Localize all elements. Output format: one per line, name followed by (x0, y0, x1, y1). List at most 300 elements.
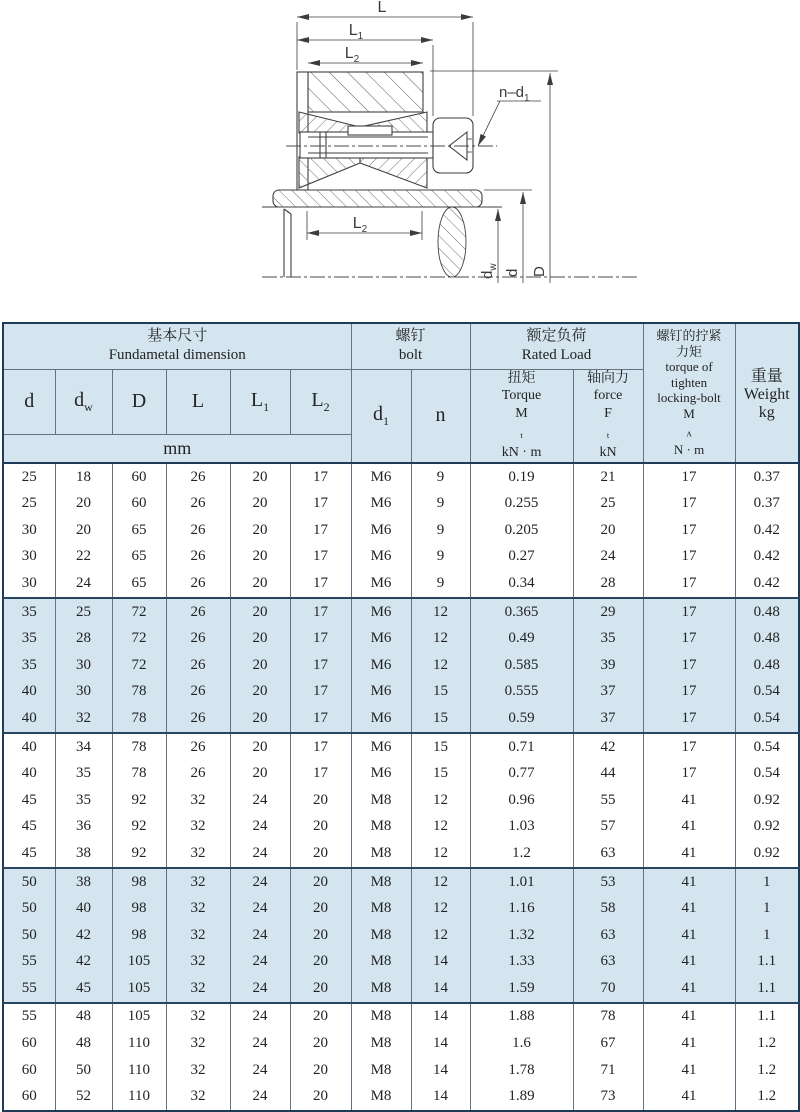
table-cell: 17 (643, 760, 735, 787)
table-cell: 78 (112, 733, 166, 761)
table-cell: 38 (55, 868, 112, 896)
table-cell: 14 (411, 1030, 470, 1057)
table-cell: 70 (573, 975, 643, 1003)
table-cell: 0.54 (735, 760, 799, 787)
table-cell: 48 (55, 1030, 112, 1057)
table-row (3, 1030, 799, 1057)
table-cell: 14 (411, 1083, 470, 1111)
label-L2-lower: $L_2$ (352, 215, 368, 235)
table-cell: 32 (166, 1030, 230, 1057)
header-bolt-zh: 螺钉 (395, 328, 426, 345)
table-cell: M8 (351, 1030, 411, 1057)
table-cell: 38 (55, 840, 112, 868)
table-cell: 26 (166, 490, 230, 517)
table-row (3, 948, 799, 975)
table-cell: 57 (573, 814, 643, 841)
label-L2: $L_2$ (344, 45, 360, 65)
table-cell: 26 (166, 733, 230, 761)
table-row (3, 517, 799, 544)
table-cell: 26 (166, 544, 230, 571)
table-row (3, 1083, 799, 1111)
table-cell: 24 (230, 1057, 290, 1084)
table-cell: 1.59 (470, 975, 573, 1003)
table-row (3, 814, 799, 841)
table-cell: 0.19 (470, 463, 573, 491)
table-cell: 29 (573, 598, 643, 626)
table-cell: 26 (166, 570, 230, 598)
table-row (3, 544, 799, 571)
table-cell: 12 (411, 868, 470, 896)
table-cell: 1.2 (735, 1083, 799, 1111)
header-rated-zh: 额定负荷 (526, 328, 587, 345)
header-ma-symbol: M $_A$ (683, 405, 695, 439)
table-cell: 20 (290, 975, 351, 1003)
table-cell: 0.96 (470, 787, 573, 814)
table-cell: 32 (166, 1003, 230, 1031)
table-cell: 1.6 (470, 1030, 573, 1057)
table-cell: M8 (351, 948, 411, 975)
table-cell: 0.365 (470, 598, 573, 626)
table-cell: 15 (411, 679, 470, 706)
table-cell: 92 (112, 840, 166, 868)
table-cell: 0.54 (735, 705, 799, 733)
table-cell: 24 (230, 895, 290, 922)
table-row (3, 787, 799, 814)
table-cell: 0.34 (470, 570, 573, 598)
table-cell: 32 (166, 1083, 230, 1111)
table-cell: 1.78 (470, 1057, 573, 1084)
table-row (3, 652, 799, 679)
table-cell: M8 (351, 814, 411, 841)
table-cell: 50 (55, 1057, 112, 1084)
table-cell: 12 (411, 922, 470, 949)
table-cell: 105 (112, 948, 166, 975)
table-cell: 41 (643, 840, 735, 868)
table-cell: 50 (3, 922, 55, 949)
table-cell: 0.37 (735, 463, 799, 491)
table-cell: 14 (411, 948, 470, 975)
table-cell: 20 (290, 868, 351, 896)
header-ma-en3: locking-bolt (657, 390, 721, 406)
col-force-unit: kN (599, 445, 617, 461)
table-cell: 32 (166, 895, 230, 922)
table-cell: 0.92 (735, 814, 799, 841)
table-row (3, 975, 799, 1003)
table-cell: 12 (411, 787, 470, 814)
table-cell: 26 (166, 760, 230, 787)
table-cell: 18 (55, 463, 112, 491)
table-cell: 35 (573, 625, 643, 652)
table-cell: 24 (230, 975, 290, 1003)
table-cell: 0.585 (470, 652, 573, 679)
table-cell: 24 (55, 570, 112, 598)
table-cell: M6 (351, 652, 411, 679)
header-weight-zh: 重量 (750, 368, 783, 386)
table-cell: 72 (112, 652, 166, 679)
col-torque-symbol: M $_t$ (515, 405, 528, 440)
table-cell: 20 (573, 517, 643, 544)
table-cell: 17 (643, 544, 735, 571)
table-cell: 1.1 (735, 975, 799, 1003)
table-cell: 0.49 (470, 625, 573, 652)
table-cell: 17 (643, 517, 735, 544)
table-cell: 9 (411, 463, 470, 491)
table-cell: 110 (112, 1057, 166, 1084)
table-cell: M6 (351, 544, 411, 571)
table-cell: 1.89 (470, 1083, 573, 1111)
table-cell: 17 (290, 652, 351, 679)
table-cell: 35 (3, 652, 55, 679)
table-cell: 24 (573, 544, 643, 571)
table-cell: 32 (166, 840, 230, 868)
table-cell: 17 (290, 463, 351, 491)
table-row (3, 868, 799, 896)
table-cell: 20 (290, 1057, 351, 1084)
table-cell: 20 (290, 840, 351, 868)
table-cell: 110 (112, 1083, 166, 1111)
table-cell: 41 (643, 922, 735, 949)
table-cell: 20 (290, 787, 351, 814)
table-row (3, 895, 799, 922)
table-cell: 52 (55, 1083, 112, 1111)
table-cell: 60 (3, 1057, 55, 1084)
table-cell: 37 (573, 705, 643, 733)
table-cell: 42 (573, 733, 643, 761)
table-cell: 12 (411, 598, 470, 626)
header-weight (735, 323, 799, 463)
table-cell: 73 (573, 1083, 643, 1111)
table-cell: 0.42 (735, 544, 799, 571)
col-L2: $L_2$ (290, 369, 351, 434)
table-cell: 0.205 (470, 517, 573, 544)
table-cell: M6 (351, 598, 411, 626)
table-cell: 63 (573, 948, 643, 975)
table-cell: 21 (573, 463, 643, 491)
table-cell: 45 (3, 814, 55, 841)
table-cell: 55 (3, 1003, 55, 1031)
header-rated-load (470, 323, 643, 369)
table-cell: M6 (351, 679, 411, 706)
table-cell: 20 (290, 1083, 351, 1111)
table-cell: 30 (3, 517, 55, 544)
table-cell: 17 (290, 679, 351, 706)
table-cell: 17 (643, 598, 735, 626)
table-cell: 20 (230, 463, 290, 491)
table-cell: 1.01 (470, 868, 573, 896)
table-cell: M8 (351, 840, 411, 868)
table-cell: 25 (3, 463, 55, 491)
table-cell: M6 (351, 517, 411, 544)
table-cell: 78 (112, 679, 166, 706)
table-cell: 0.27 (470, 544, 573, 571)
table-cell: 41 (643, 1057, 735, 1084)
table-cell: 20 (230, 570, 290, 598)
table-cell: 20 (55, 490, 112, 517)
table-cell: 26 (166, 679, 230, 706)
table-cell: 40 (3, 733, 55, 761)
table-cell: M8 (351, 868, 411, 896)
col-torque-unit: kN · m (501, 445, 542, 461)
table-cell: M8 (351, 895, 411, 922)
table-cell: 9 (411, 517, 470, 544)
header-ma-zh1: 螺钉的拧紧 (656, 328, 722, 344)
header-basic-zh: 基本尺寸 (147, 328, 208, 345)
table-cell: 0.48 (735, 598, 799, 626)
table-cell: 67 (573, 1030, 643, 1057)
table-cell: 98 (112, 895, 166, 922)
table-cell: 28 (573, 570, 643, 598)
table-cell: 41 (643, 868, 735, 896)
table-cell: 55 (573, 787, 643, 814)
table-cell: 28 (55, 625, 112, 652)
table-cell: 35 (3, 625, 55, 652)
table-cell: 78 (112, 705, 166, 733)
col-dw: $d_w$ (55, 369, 112, 434)
table-cell: 41 (643, 975, 735, 1003)
table-cell: 20 (230, 598, 290, 626)
table-cell: 32 (166, 1057, 230, 1084)
table-cell: 40 (3, 760, 55, 787)
table-cell: 72 (112, 598, 166, 626)
table-cell: 20 (55, 517, 112, 544)
label-L1: $L_1$ (348, 22, 364, 42)
table-cell: 42 (55, 948, 112, 975)
table-cell: 1.2 (735, 1030, 799, 1057)
table-cell: 24 (230, 814, 290, 841)
table-cell: 35 (55, 787, 112, 814)
label-dw: $d_w$ (479, 263, 499, 279)
table-cell: 20 (290, 948, 351, 975)
table-row (3, 1057, 799, 1084)
table-cell: 25 (3, 490, 55, 517)
table-cell: 32 (55, 705, 112, 733)
table-cell: 20 (230, 490, 290, 517)
label-D: D (531, 266, 548, 277)
locking-assembly-drawing (0, 0, 800, 322)
col-d: d (3, 369, 55, 434)
table-cell: 14 (411, 975, 470, 1003)
table-cell: 17 (643, 652, 735, 679)
header-basic-dimension (3, 323, 351, 369)
header-ma-en1: torque of (665, 359, 713, 375)
table-cell: 1.2 (735, 1057, 799, 1084)
table-cell: 17 (643, 733, 735, 761)
table-cell: 0.255 (470, 490, 573, 517)
col-torque-zh: 扭矩 (507, 370, 536, 386)
table-cell: 41 (643, 948, 735, 975)
table-cell: 17 (290, 598, 351, 626)
table-cell: 15 (411, 733, 470, 761)
header-rated-en: Rated Load (521, 347, 592, 364)
table-cell: 71 (573, 1057, 643, 1084)
table-cell: 17 (290, 517, 351, 544)
table-cell: M6 (351, 733, 411, 761)
header-bolt-en: bolt (398, 347, 423, 364)
table-cell: 1.88 (470, 1003, 573, 1031)
table-cell: 22 (55, 544, 112, 571)
table-row (3, 922, 799, 949)
table-cell: 30 (55, 652, 112, 679)
table-cell: 24 (230, 787, 290, 814)
table-cell: M8 (351, 1083, 411, 1111)
table-cell: 45 (3, 840, 55, 868)
table-cell: 50 (3, 868, 55, 896)
table-cell: 32 (166, 814, 230, 841)
table-cell: 17 (643, 705, 735, 733)
col-d1: $d_1$ (351, 369, 411, 463)
table-cell: 105 (112, 1003, 166, 1031)
table-cell: 26 (166, 625, 230, 652)
table-cell: 30 (55, 679, 112, 706)
table-cell: 17 (290, 760, 351, 787)
table-cell: 25 (55, 598, 112, 626)
table-cell: 0.42 (735, 570, 799, 598)
table-cell: 9 (411, 570, 470, 598)
table-cell: 1 (735, 868, 799, 896)
table-cell: 0.92 (735, 840, 799, 868)
table-cell: 110 (112, 1030, 166, 1057)
table-cell: M6 (351, 705, 411, 733)
label-d: d (504, 268, 521, 277)
dimension-spec-table (2, 322, 800, 1112)
header-ma-en2: tighten (670, 374, 708, 390)
table-cell: 60 (112, 463, 166, 491)
table-cell: 32 (166, 787, 230, 814)
table-cell: 50 (3, 895, 55, 922)
table-cell: 17 (643, 679, 735, 706)
table-cell: 105 (112, 975, 166, 1003)
col-force-symbol: F $_t$ (604, 405, 612, 440)
header-bolt (351, 323, 470, 369)
table-cell: M6 (351, 463, 411, 491)
table-cell: 26 (166, 705, 230, 733)
header-ma-unit: N · m (673, 442, 705, 458)
table-cell: 34 (55, 733, 112, 761)
table-cell: 45 (3, 787, 55, 814)
table-cell: 40 (55, 895, 112, 922)
table-cell: 24 (230, 840, 290, 868)
table-cell: 32 (166, 922, 230, 949)
table-cell: 0.42 (735, 517, 799, 544)
table-row (3, 733, 799, 761)
table-cell: 0.92 (735, 787, 799, 814)
table-cell: 0.77 (470, 760, 573, 787)
table-cell: 0.48 (735, 625, 799, 652)
table-cell: 17 (643, 490, 735, 517)
table-cell: 17 (643, 463, 735, 491)
table-cell: 1.16 (470, 895, 573, 922)
table-cell: 20 (290, 895, 351, 922)
table-cell: 20 (230, 733, 290, 761)
table-row (3, 760, 799, 787)
table-cell: M8 (351, 922, 411, 949)
part-geometry (262, 72, 502, 277)
table-cell: 41 (643, 1083, 735, 1111)
table-cell: 39 (573, 652, 643, 679)
table-cell: 17 (643, 570, 735, 598)
table-cell: 65 (112, 544, 166, 571)
table-cell: 17 (643, 625, 735, 652)
table-cell: 60 (3, 1030, 55, 1057)
table-cell: 32 (166, 948, 230, 975)
table-cell: 48 (55, 1003, 112, 1031)
table-cell: 24 (230, 948, 290, 975)
table-row (3, 679, 799, 706)
table-cell: M6 (351, 625, 411, 652)
table-cell: 44 (573, 760, 643, 787)
col-force-en: force (593, 388, 623, 403)
col-n: n (411, 369, 470, 463)
table-body (3, 463, 799, 1111)
table-cell: 9 (411, 490, 470, 517)
table-cell: 24 (230, 1030, 290, 1057)
table-cell: 0.37 (735, 490, 799, 517)
table-cell: 0.48 (735, 652, 799, 679)
table-cell: 14 (411, 1003, 470, 1031)
table-cell: 1.32 (470, 922, 573, 949)
table-cell: 15 (411, 705, 470, 733)
col-force-zh: 轴向力 (587, 370, 630, 386)
table-cell: 26 (166, 652, 230, 679)
table-cell: 20 (290, 1003, 351, 1031)
table-cell: M8 (351, 1003, 411, 1031)
table-cell: 20 (290, 922, 351, 949)
table-cell: 24 (230, 868, 290, 896)
table-cell: 25 (573, 490, 643, 517)
table-cell: 98 (112, 922, 166, 949)
table-cell: 20 (230, 517, 290, 544)
table-cell: 26 (166, 463, 230, 491)
table-cell: 65 (112, 570, 166, 598)
table-cell: M8 (351, 787, 411, 814)
table-cell: 30 (3, 544, 55, 571)
table-cell: 92 (112, 787, 166, 814)
table-cell: 41 (643, 814, 735, 841)
spec-table-area (0, 322, 800, 1112)
table-cell: 15 (411, 760, 470, 787)
table-cell: 63 (573, 840, 643, 868)
table-cell: 17 (290, 490, 351, 517)
table-cell: M8 (351, 975, 411, 1003)
table-cell: 26 (166, 517, 230, 544)
table-cell: 1.1 (735, 1003, 799, 1031)
label-n-d1: $n-d_1$ (499, 84, 530, 104)
table-cell: 12 (411, 895, 470, 922)
table-cell: 0.555 (470, 679, 573, 706)
table-cell: 41 (643, 1030, 735, 1057)
table-cell: 35 (55, 760, 112, 787)
col-torque-en: Torque (501, 388, 542, 403)
table-cell: 1.33 (470, 948, 573, 975)
table-cell: 60 (112, 490, 166, 517)
table-cell: 1.2 (470, 840, 573, 868)
header-ma-zh2: 力矩 (676, 343, 703, 359)
col-torque (470, 369, 573, 463)
col-D: D (112, 369, 166, 434)
table-cell: 20 (290, 1030, 351, 1057)
table-cell: 12 (411, 625, 470, 652)
col-L1: $L_1$ (230, 369, 290, 434)
table-cell: 0.71 (470, 733, 573, 761)
table-cell: 65 (112, 517, 166, 544)
label-L: L (377, 0, 387, 16)
header-weight-unit: kg (758, 404, 775, 422)
table-cell: M6 (351, 570, 411, 598)
header-locking-torque (643, 323, 735, 463)
table-row (3, 598, 799, 626)
table-cell: 98 (112, 868, 166, 896)
table-row (3, 625, 799, 652)
